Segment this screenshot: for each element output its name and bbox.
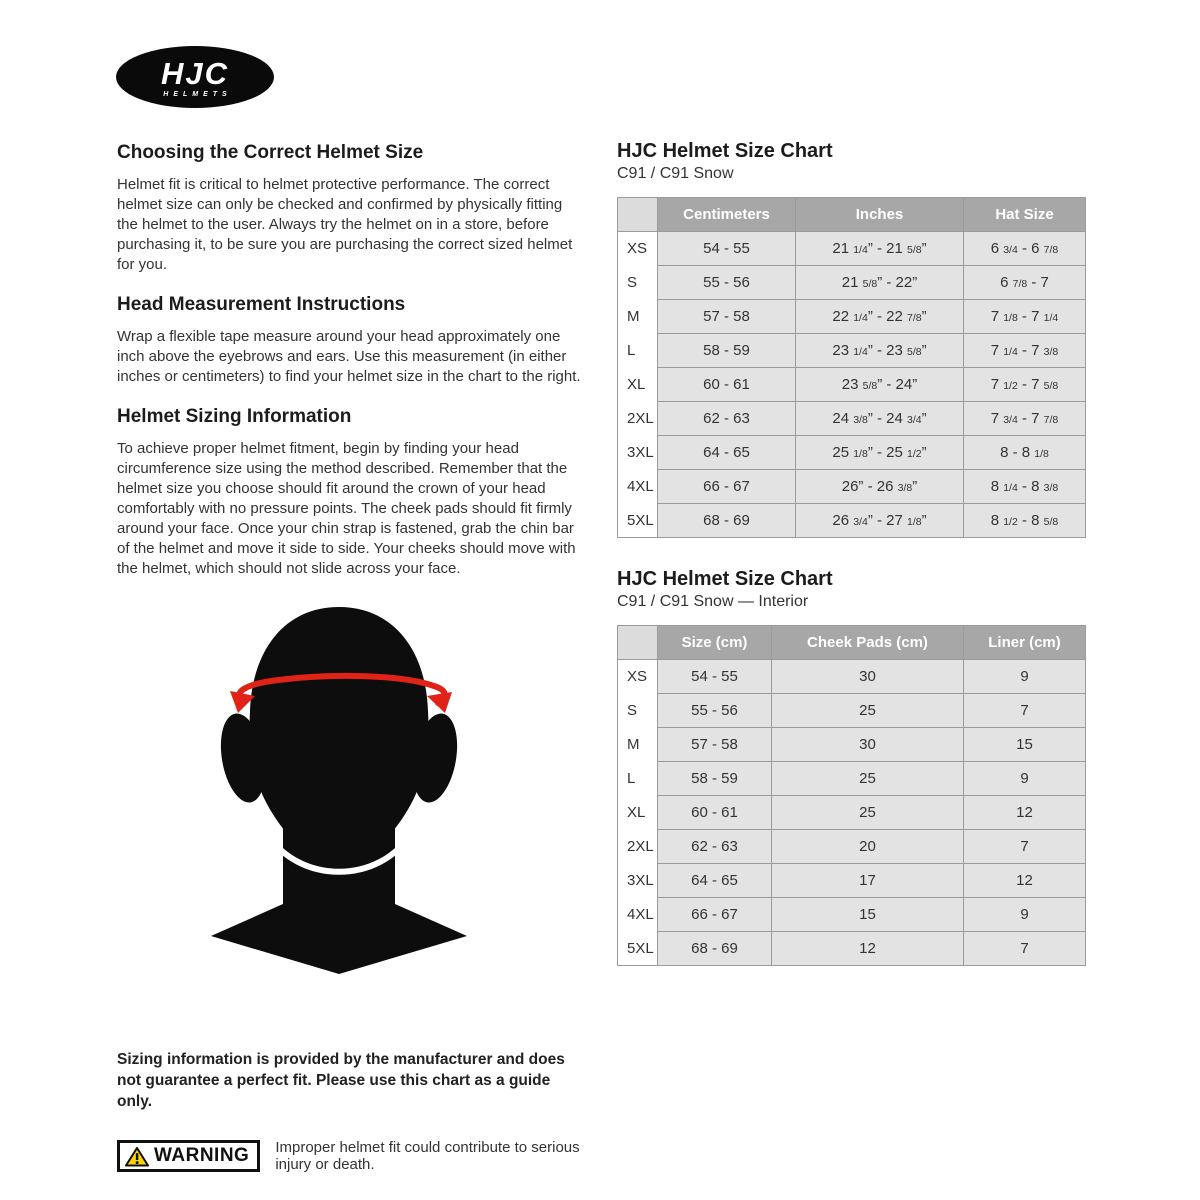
table-cell: 9 [964,898,1086,932]
table-cell: 62 - 63 [658,402,796,436]
table-row [618,266,1086,300]
table-cell: 30 [772,728,964,762]
table-cell: 64 - 65 [658,864,772,898]
table-cell: 7 1/4 - 7 3/8 [964,334,1086,368]
column-header: Inches [796,198,964,232]
table-cell: 21 5/8” - 22” [796,266,964,300]
interior-chart-subtitle: C91 / C91 Snow — Interior [617,593,809,610]
table-cell: 7 [964,694,1086,728]
row-label: M [618,300,658,334]
table-cell: 8 - 8 1/8 [964,436,1086,470]
column-header: Hat Size [964,198,1086,232]
row-label: 2XL [618,830,658,864]
row-label: XL [618,796,658,830]
row-label: XS [618,232,658,266]
table-cell: 57 - 58 [658,300,796,334]
table-cell: 6 3/4 - 6 7/8 [964,232,1086,266]
corner-header-cell [618,626,658,660]
table-cell: 54 - 55 [658,232,796,266]
table-cell: 21 1/4” - 21 5/8” [796,232,964,266]
row-label: 5XL [618,504,658,538]
hjc-logo [116,46,274,108]
table-row [618,660,1086,694]
table-cell: 23 5/8” - 24” [796,368,964,402]
table-row [618,762,1086,796]
table-cell: 25 [772,762,964,796]
table-cell: 68 - 69 [658,932,772,966]
table-cell: 15 [772,898,964,932]
row-label: XL [618,368,658,402]
table-cell: 20 [772,830,964,864]
table-cell: 8 1/2 - 8 5/8 [964,504,1086,538]
table-cell: 15 [964,728,1086,762]
manufacturer-disclaimer: Sizing information is provided by the manufacturer and does not guarantee a perfect fit. Please use this chart as a guide only. [117,1051,565,1110]
table-row [618,796,1086,830]
left-column [117,141,584,1173]
row-label: 4XL [618,898,658,932]
table-row [618,932,1086,966]
table-cell: 58 - 59 [658,334,796,368]
size-chart-block [617,140,1085,538]
row-label: 4XL [618,470,658,504]
table-cell: 57 - 58 [658,728,772,762]
section-heading-sizing-info: Helmet Sizing Information [117,406,352,427]
table-cell: 55 - 56 [658,266,796,300]
table-cell: 60 - 61 [658,796,772,830]
table-cell: 23 1/4” - 23 5/8” [796,334,964,368]
table-row [618,504,1086,538]
row-label: L [618,334,658,368]
table-cell: 6 7/8 - 7 [964,266,1086,300]
table-cell: 7 [964,830,1086,864]
table-cell: 24 3/8” - 24 3/4” [796,402,964,436]
table-cell: 7 [964,932,1086,966]
table-row [618,368,1086,402]
section-body-measurement: Wrap a flexible tape measure around your head approximately one inch above the eyebrows and ears. Use this measurement (in either inches or centimeters) to find your helmet size in the chart to the right. [117,328,581,385]
warning-text: Improper helmet fit could contribute to serious injury or death. [275,1139,580,1173]
table-row [618,694,1086,728]
table-cell: 64 - 65 [658,436,796,470]
table-cell: 12 [964,864,1086,898]
table-cell: 9 [964,660,1086,694]
interior-chart-title: HJC Helmet Size Chart [617,568,833,590]
section-body-sizing-info: To achieve proper helmet fitment, begin by finding your head circumference size using the method described. Remember that the helmet size you choose should fit around the crown of your head comfortably with no pressure points. The cheek pads should fit firmly around your face. Once your chin strap is fastened, grab the chin bar of the helmet and move it side to side. Your cheeks should move with the helmet, which should not slide across your face. [117,440,576,577]
table-cell: 8 1/4 - 8 3/8 [964,470,1086,504]
table-row [618,470,1086,504]
table-cell: 60 - 61 [658,368,796,402]
table-cell: 58 - 59 [658,762,772,796]
row-label: 2XL [618,402,658,436]
column-header: Liner (cm) [964,626,1086,660]
helmet-size-chart-table [617,197,1086,538]
table-row [618,300,1086,334]
table-cell: 30 [772,660,964,694]
warning-box [117,1140,260,1172]
table-cell: 62 - 63 [658,830,772,864]
row-label: S [618,694,658,728]
column-header: Centimeters [658,198,796,232]
hjc-logo-text: HJC [160,56,229,91]
table-row [618,864,1086,898]
head-measurement-illustration [186,595,516,987]
table-cell: 68 - 69 [658,504,796,538]
table-cell: 66 - 67 [658,470,796,504]
interior-size-chart-table [617,625,1086,966]
row-label: M [618,728,658,762]
row-label: 3XL [618,864,658,898]
size-chart-title: HJC Helmet Size Chart [617,140,833,162]
warning-triangle-icon [125,1146,149,1167]
table-cell: 12 [772,932,964,966]
row-label: XS [618,660,658,694]
table-cell: 26 3/4” - 27 1/8” [796,504,964,538]
warning-row [117,1139,584,1173]
table-row [618,830,1086,864]
table-cell: 7 1/2 - 7 5/8 [964,368,1086,402]
table-row [618,402,1086,436]
section-heading-choosing-size: Choosing the Correct Helmet Size [117,142,424,163]
table-cell: 17 [772,864,964,898]
warning-label: WARNING [154,1145,250,1166]
table-cell: 7 3/4 - 7 7/8 [964,402,1086,436]
table-cell: 66 - 67 [658,898,772,932]
row-label: L [618,762,658,796]
row-label: 3XL [618,436,658,470]
size-chart-subtitle: C91 / C91 Snow [617,165,734,182]
header-row [618,198,1086,232]
right-column [617,140,1085,966]
table-cell: 54 - 55 [658,660,772,694]
table-row [618,898,1086,932]
table-cell: 25 [772,694,964,728]
table-cell: 9 [964,762,1086,796]
table-cell: 7 1/8 - 7 1/4 [964,300,1086,334]
hjc-logo-tagline: HELMETS [163,91,232,98]
table-row [618,436,1086,470]
row-label: 5XL [618,932,658,966]
section-body-choosing-size: Helmet fit is critical to helmet protective performance. The correct helmet size can only be checked and confirmed by physically fitting the helmet to the user. Always try the helmet on in a store, before purchasing it, to be sure you are purchasing the correct sized helmet for you. [117,176,573,273]
section-heading-measurement: Head Measurement Instructions [117,294,406,315]
table-cell: 22 1/4” - 22 7/8” [796,300,964,334]
interior-size-chart-block [617,568,1085,966]
corner-header-cell [618,198,658,232]
row-label: S [618,266,658,300]
header-row [618,626,1086,660]
table-cell: 25 [772,796,964,830]
table-cell: 55 - 56 [658,694,772,728]
table-cell: 12 [964,796,1086,830]
column-header: Cheek Pads (cm) [772,626,964,660]
column-header: Size (cm) [658,626,772,660]
table-row [618,728,1086,762]
table-cell: 26” - 26 3/8” [796,470,964,504]
table-cell: 25 1/8” - 25 1/2” [796,436,964,470]
table-row [618,232,1086,266]
table-row [618,334,1086,368]
